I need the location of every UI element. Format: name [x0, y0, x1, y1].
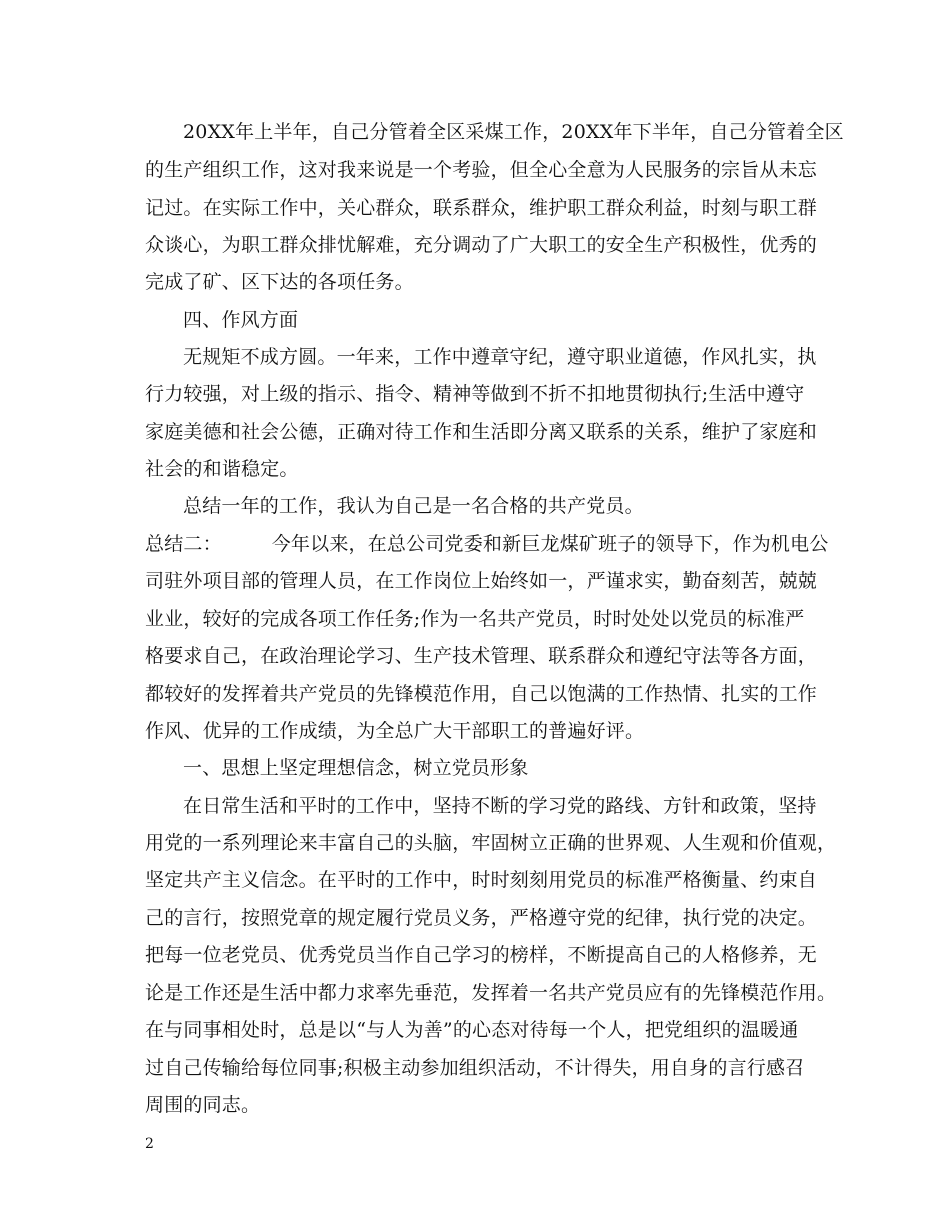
- paragraph-line: 的生产组织工作，这对我来说是一个考验，但全心全意为人民服务的宗旨从未忘: [145, 159, 818, 181]
- paragraph-line: 在与同事相处时，总是以“与人为善”的心态对待每一个人，把党组织的温暖通: [145, 1019, 799, 1041]
- paragraph-line: 家庭美德和社会公德，正确对待工作和生活即分离又联系的关系，维护了家庭和: [145, 421, 818, 443]
- paragraph-line: 众谈心，为职工群众排忧解难，充分调动了广大职工的安全生产积极性，优秀的: [145, 234, 818, 256]
- paragraph-line: 作风、优异的工作成绩，为全总广大干部职工的普遍好评。: [145, 720, 645, 742]
- paragraph-line: 社会的和谐稳定。: [145, 458, 299, 480]
- paragraph-line: 己的言行，按照党章的规定履行党员义务，严格遵守党的纪律，执行党的决定。: [145, 907, 818, 929]
- paragraph-line: 完成了矿、区下达的各项任务。: [145, 271, 414, 293]
- paragraph-line: 用党的一系列理论来丰富自己的头脑，牢固树立正确的世界观、人生观和价值观，: [145, 832, 837, 854]
- paragraph-line: 行力较强，对上级的指示、指令、精神等做到不折不扣地贯彻执行;生活中遵守: [145, 383, 805, 405]
- paragraph-line: 总结二： 今年以来，在总公司党委和新巨龙煤矿班子的领导下，作为机电公: [145, 533, 829, 555]
- paragraph-line: 20XX年上半年，自己分管着全区采煤工作，20XX年下半年，自己分管着全区: [183, 121, 844, 143]
- paragraph-line: 司驻外项目部的管理人员，在工作岗位上始终如一，严谨求实，勤奋刻苦，兢兢: [145, 570, 818, 592]
- paragraph-line: 在日常生活和平时的工作中，坚持不断的学习党的路线、方针和政策，坚持: [183, 795, 817, 817]
- paragraph-line: 周围的同志。: [145, 1094, 261, 1116]
- section-heading: 一、思想上坚定理想信念，树立党员形象: [183, 757, 529, 779]
- paragraph-line: 总结一年的工作，我认为自己是一名合格的共产党员。: [183, 495, 644, 517]
- paragraph-line: 过自己传输给每位同事;积极主动参加组织活动，不计得失，用自身的言行感召: [145, 1057, 805, 1079]
- paragraph-line: 把每一位老党员、优秀党员当作自己学习的榜样，不断提高自己的人格修养，无: [145, 944, 818, 966]
- paragraph-line: 坚定共产主义信念。在平时的工作中，时时刻刻用党员的标准严格衡量、约束自: [145, 869, 818, 891]
- paragraph-line: 格要求自己，在政治理论学习、生产技术管理、联系群众和遵纪守法等各方面，: [145, 645, 818, 667]
- page-number: 2: [145, 1136, 154, 1152]
- section-heading: 四、作风方面: [183, 309, 299, 331]
- paragraph-line: 无规矩不成方圆。一年来，工作中遵章守纪，遵守职业道德，作风扎实，执: [183, 346, 817, 368]
- paragraph-line: 记过。在实际工作中，关心群众，联系群众，维护职工群众利益，时刻与职工群: [145, 197, 818, 219]
- paragraph-line: 论是工作还是生活中都力求率先垂范，发挥着一名共产党员应有的先锋模范作用。: [145, 982, 837, 1004]
- paragraph-line: 都较好的发挥着共产党员的先锋模范作用，自己以饱满的工作热情、扎实的工作: [145, 683, 818, 705]
- paragraph-line: 业业，较好的完成各项工作任务;作为一名共产党员，时时处处以党员的标准严: [145, 608, 805, 630]
